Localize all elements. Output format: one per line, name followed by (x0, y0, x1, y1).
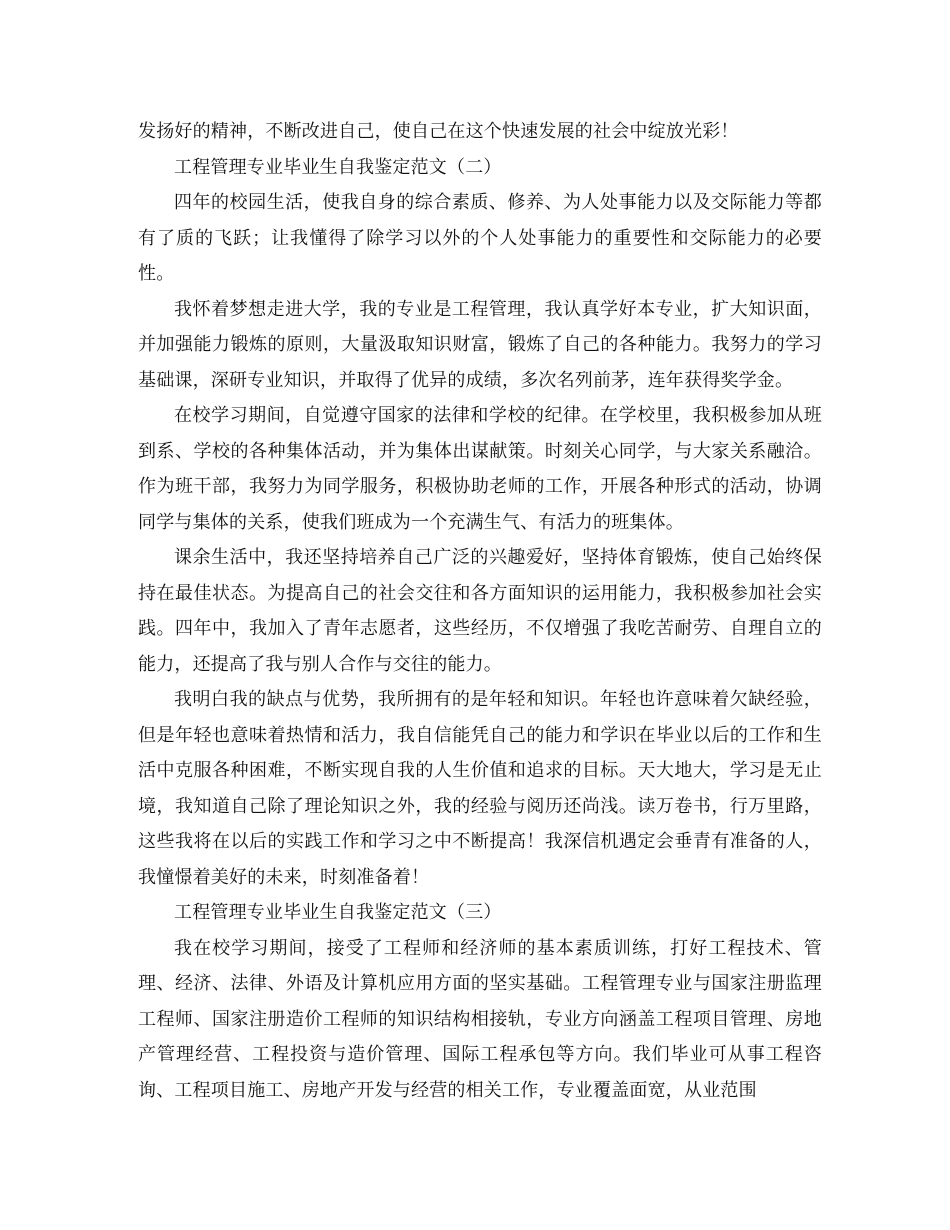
paragraph: 课余生活中，我还坚持培养自己广泛的兴趣爱好，坚持体育锻炼，使自己始终保持在最佳状态。为提高自己的社会交往和各方面知识的运用能力，我积极参加社会实践。四年中，我加入了青年志愿者，这些经历，不仅增强了我吃苦耐劳、自理自立的能力，还提高了我与别人合作与交往的能力。 (138, 547, 822, 675)
paragraph-continuation: 发扬好的精神，不断改进自己，使自己在这个快速发展的社会中绽放光彩！ (138, 121, 739, 142)
paragraph: 我明白我的缺点与优势，我所拥有的是年轻和知识。年轻也许意味着欠缺经验，但是年轻也意味着热情和活力，我自信能凭自己的能力和学识在毕业以后的工作和生活中克服各种困难，不断实现自我的人生价值和追求的目标。天大地大，学习是无止境，我知道自己除了理论知识之外，我的经验与阅历还尚浅。读万卷书，行万里路，这些我将在以后的实践工作和学习之中不断提高！我深信机遇定会垂青有准备的人，我憧憬着美好的未来，时刻准备着！ (138, 689, 822, 888)
paragraph: 我在校学习期间，接受了工程师和经济师的基本素质训练，打好工程技术、管理、经济、法律、外语及计算机应用方面的坚实基础。工程管理专业与国家注册监理工程师、国家注册造价工程师的知识结构相接轨，专业方向涵盖工程项目管理、房地产管理经营、工程投资与造价管理、国际工程承包等方向。我们毕业可从事工程咨询、工程项目施工、房地产开发与经营的相关工作，专业覆盖面宽，从业范围 (138, 937, 822, 1101)
section-heading-3: 工程管理专业毕业生自我鉴定范文（三） (174, 902, 502, 923)
document-body (138, 114, 822, 1108)
section-heading-2: 工程管理专业毕业生自我鉴定范文（二） (174, 156, 502, 178)
paragraph: 在校学习期间，自觉遵守国家的法律和学校的纪律。在学校里，我积极参加从班到系、学校的各种集体活动，并为集体出谋献策。时刻关心同学，与大家关系融洽。作为班干部，我努力为同学服务，积极协助老师的工作，开展各种形式的活动，协调同学与集体的关系，使我们班成为一个充满生气、有活力的班集体。 (138, 405, 822, 533)
paragraph: 四年的校园生活，使我自身的综合素质、修养、为人处事能力以及交际能力等都有了质的飞跃；让我懂得了除学习以外的个人处事能力的重要性和交际能力的必要性。 (138, 192, 822, 284)
paragraph: 我怀着梦想走进大学，我的专业是工程管理，我认真学好本专业，扩大知识面，并加强能力锻炼的原则，大量汲取知识财富，锻炼了自己的各种能力。我努力的学习基础课，深研专业知识，并取得了优异的成绩，多次名列前茅，连年获得奖学金。 (138, 298, 822, 391)
